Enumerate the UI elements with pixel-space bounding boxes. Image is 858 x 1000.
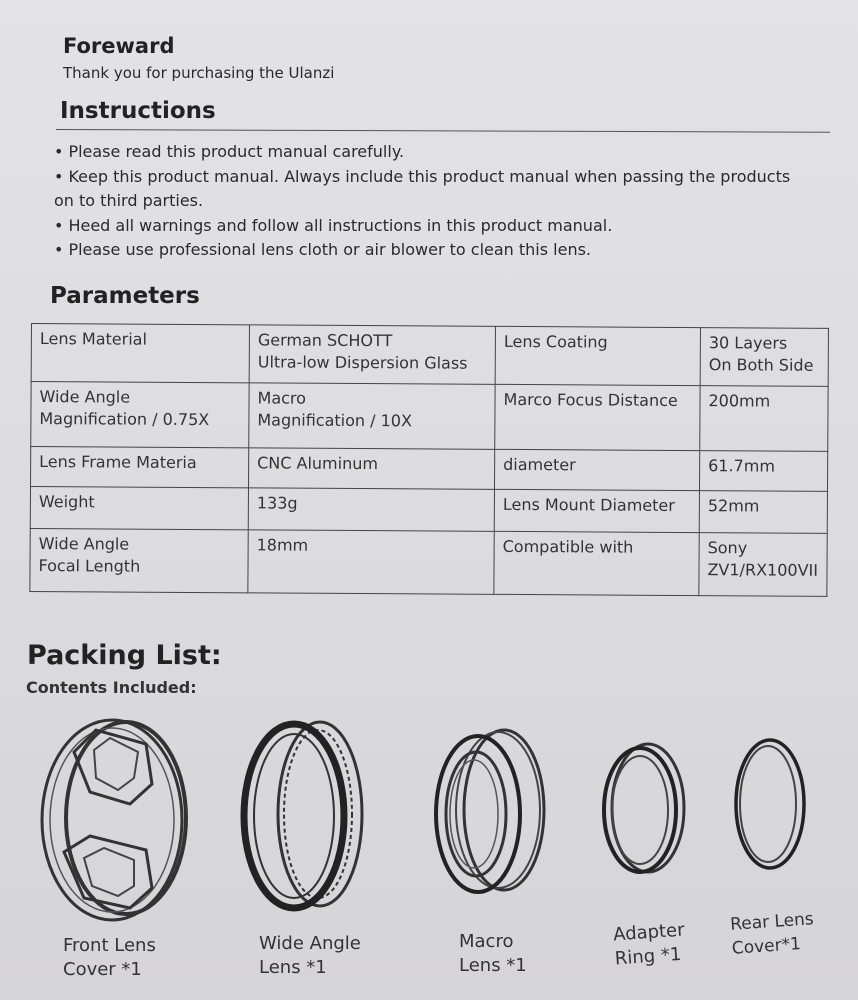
table-row [31, 382, 828, 452]
contents-included-label: Contents Included: [26, 678, 197, 697]
foreward-heading: Foreward [63, 34, 175, 58]
param-name: Weight [30, 487, 248, 530]
param-value: CNC Aluminum [248, 448, 494, 490]
param-value: 52mm [699, 491, 827, 534]
param-value: 61.7mm [699, 451, 827, 492]
item-label-macro-lens: Macro Lens *1 [459, 931, 527, 976]
param-value: 200mm [700, 386, 828, 452]
foreward-text: Thank you for purchasing the Ulanzi [63, 64, 335, 82]
instruction-item: • Keep this product manual. Always include this product manual when passing the products on to third parties. [54, 165, 814, 214]
instructions-divider [56, 129, 830, 133]
param-name: diameter [494, 449, 699, 490]
instruction-item: • Please use professional lens cloth or air blower to clean this lens. [54, 238, 814, 263]
param-value: Sony ZV1/RX100VII [699, 533, 827, 597]
param-name: Lens Coating [495, 326, 700, 385]
item-label-rear-lens-cover: Rear Lens Cover*1 [729, 909, 815, 959]
adapter-ring-icon [596, 738, 692, 878]
item-label-adapter-ring: Adapter Ring *1 [612, 919, 686, 970]
param-value: German SCHOTT Ultra-low Dispersion Glass [249, 325, 495, 385]
param-name: Lens Mount Diameter [494, 489, 699, 532]
table-row [30, 528, 827, 596]
param-value: 30 Layers On Both Side [700, 328, 828, 387]
table-row [31, 447, 828, 492]
instruction-item: • Heed all warnings and follow all instructions in this product manual. [54, 214, 814, 239]
lens-cap-icon [34, 712, 194, 922]
param-name: Lens Material [31, 324, 249, 383]
param-name: Wide Angle Magnification / 0.75X [31, 382, 249, 448]
param-value: Macro Magnification / 10X [249, 383, 495, 450]
parameters-heading: Parameters [50, 283, 200, 309]
macro-lens-icon [426, 722, 556, 902]
packing-list-heading: Packing List: [27, 640, 222, 671]
instructions-list [54, 140, 814, 263]
param-name: Lens Frame Materia [31, 447, 249, 488]
param-value: 133g [248, 488, 494, 532]
param-name: Marco Focus Distance [495, 384, 700, 450]
param-name: Wide Angle Focal Length [30, 528, 248, 592]
rear-lens-cover-icon [722, 734, 812, 874]
table-row [31, 324, 828, 387]
item-label-front-lens-cover: Front Lens Cover *1 [63, 935, 156, 980]
instructions-heading: Instructions [60, 98, 216, 124]
param-value: 18mm [248, 530, 494, 595]
param-name: Compatible with [494, 531, 699, 595]
instruction-item: • Please read this product manual carefully. [54, 140, 814, 165]
parameters-table [29, 323, 829, 597]
table-row [30, 487, 827, 534]
item-label-wide-angle-lens: Wide Angle Lens *1 [259, 933, 361, 978]
wide-angle-lens-icon [232, 712, 372, 912]
